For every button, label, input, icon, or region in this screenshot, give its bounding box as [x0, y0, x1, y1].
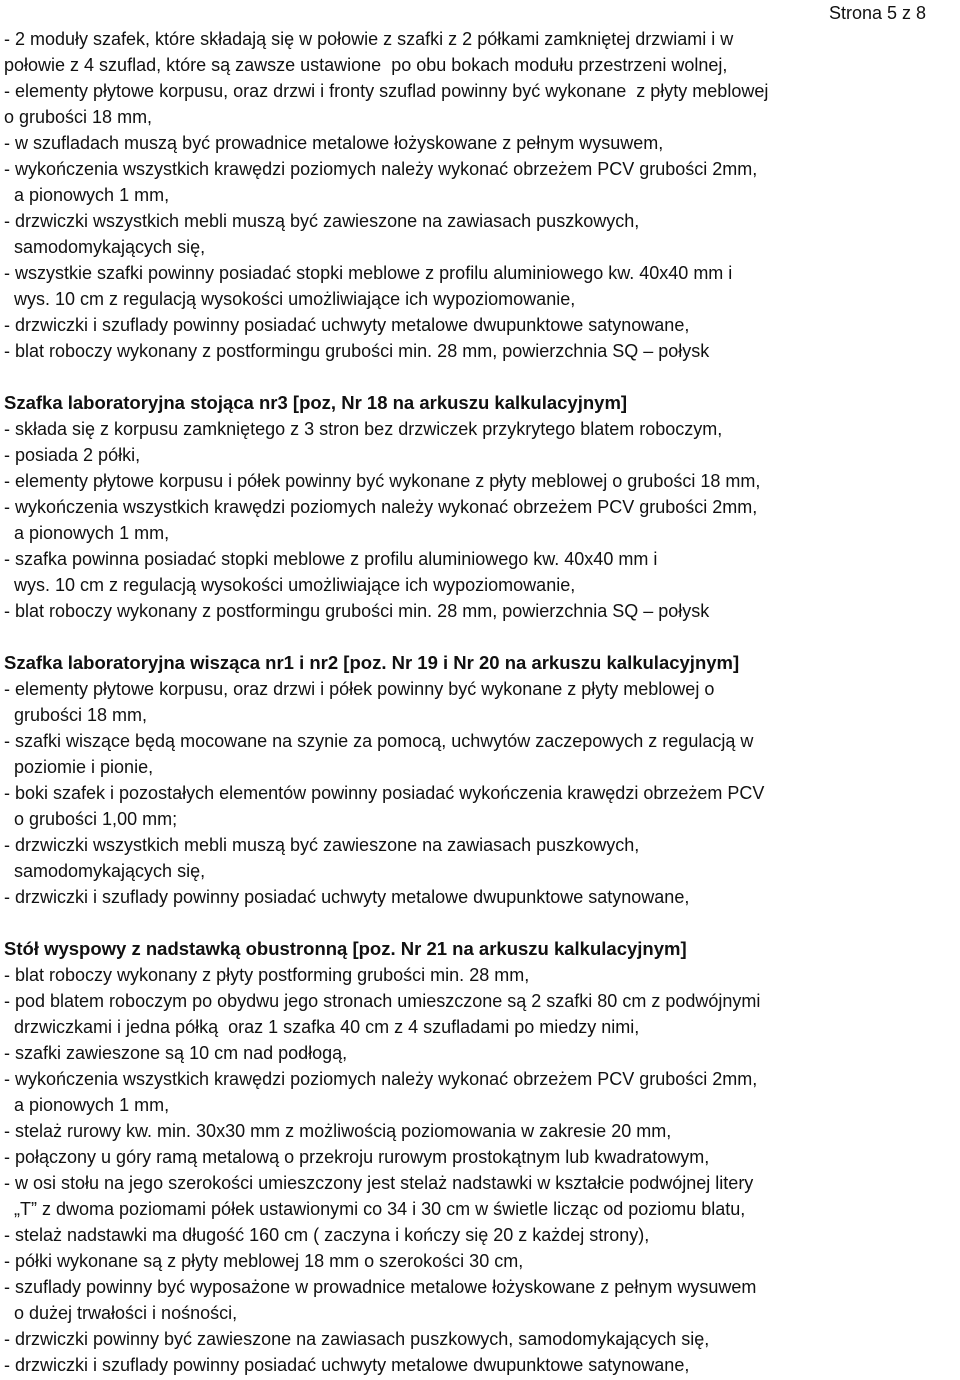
list-item: [4, 676, 958, 728]
document-section: [4, 650, 958, 910]
document-section: [4, 390, 958, 624]
list-item: [4, 494, 958, 546]
list-item-continuation: o grubości 1,00 mm;: [4, 809, 178, 829]
list-item: [4, 1040, 958, 1066]
list-item-line: - szuflady powinny być wyposażone w prowadnice metalowe łożyskowane z pełnym wysuwem: [4, 1277, 757, 1297]
list-item-line: - blat roboczy wykonany z postformingu grubości min. 28 mm, powierzchnia SQ – połysk: [4, 341, 710, 361]
list-item-line: - elementy płytowe korpusu i półek powinny być wykonane z płyty meblowej o grubości 18 mm,: [4, 471, 761, 491]
list-item: [4, 26, 958, 78]
list-item-line: - drzwiczki i szuflady powinny posiadać uchwyty metalowe dwupunktowe satynowane,: [4, 315, 690, 335]
list-item-line: - elementy płytowe korpusu, oraz drzwi i fronty szuflad powinny być wykonane z płyty meblowej: [4, 81, 769, 101]
list-item-line: - wykończenia wszystkich krawędzi poziomych należy wykonać obrzeżem PCV grubości 2mm,: [4, 497, 758, 517]
list-item-continuation: drzwiczkami i jedna półką oraz 1 szafka 40 cm z 4 szufladami po miedzy nimi,: [4, 1017, 640, 1037]
list-item-line: - półki wykonane są z płyty meblowej 18 mm o szerokości 30 cm,: [4, 1251, 524, 1271]
section-heading: Szafka laboratoryjna stojąca nr3 [poz, Nr 18 na arkuszu kalkulacyjnym]: [4, 392, 628, 413]
list-item: [4, 832, 958, 884]
list-item-line: - wykończenia wszystkich krawędzi poziomych należy wykonać obrzeżem PCV grubości 2mm,: [4, 1069, 758, 1089]
list-item-line: - wykończenia wszystkich krawędzi poziomych należy wykonać obrzeżem PCV grubości 2mm,: [4, 159, 758, 179]
list-item: [4, 728, 958, 780]
list-item-continuation: o dużej trwałości i nośności,: [4, 1303, 238, 1323]
list-item-continuation: połowie z 4 szuflad, które są zawsze ustawione po obu bokach modułu przestrzeni wolnej,: [4, 55, 728, 75]
list-item-line: - połączony u góry ramą metalową o przekroju rurowym prostokątnym lub kwadratowym,: [4, 1147, 710, 1167]
list-item-line: - pod blatem roboczym po obydwu jego stronach umieszczone są 2 szafki 80 cm z podwójnymi: [4, 991, 761, 1011]
document-section: [4, 936, 958, 1378]
list-item-line: - w szufladach muszą być prowadnice metalowe łożyskowane z pełnym wysuwem,: [4, 133, 664, 153]
list-item-line: - elementy płytowe korpusu, oraz drzwi i półek powinny być wykonane z płyty meblowej o: [4, 679, 715, 699]
document-body: [4, 26, 958, 1378]
list-item-line: - blat roboczy wykonany z płyty postforming grubości min. 28 mm,: [4, 965, 530, 985]
list-item: [4, 1352, 958, 1378]
list-item: [4, 988, 958, 1040]
list-item: [4, 130, 958, 156]
list-item: [4, 1274, 958, 1326]
list-item: [4, 1170, 958, 1222]
list-item-line: - szafki zawieszone są 10 cm nad podłogą,: [4, 1043, 348, 1063]
list-item: [4, 1326, 958, 1352]
list-item-continuation: grubości 18 mm,: [4, 705, 148, 725]
list-item: [4, 962, 958, 988]
list-item: [4, 546, 958, 598]
list-item: [4, 312, 958, 338]
list-item: [4, 598, 958, 624]
list-item-continuation: samodomykających się,: [4, 237, 206, 257]
section-heading: Szafka laboratoryjna wisząca nr1 i nr2 [poz. Nr 19 i Nr 20 na arkuszu kalkulacyjnym]: [4, 652, 740, 673]
list-item: [4, 468, 958, 494]
list-item: [4, 208, 958, 260]
list-item-line: - 2 moduły szafek, które składają się w połowie z szafki z 2 półkami zamkniętej drzwiami i w: [4, 29, 734, 49]
list-item: [4, 884, 958, 910]
list-item-line: - boki szafek i pozostałych elementów powinny posiadać wykończenia krawędzi obrzeżem PCV: [4, 783, 765, 803]
list-item-line: - szafka powinna posiadać stopki meblowe z profilu aluminiowego kw. 40x40 mm i: [4, 549, 658, 569]
list-item-line: - składa się z korpusu zamkniętego z 3 stron bez drzwiczek przykrytego blatem roboczym,: [4, 419, 723, 439]
list-item: [4, 156, 958, 208]
list-item-continuation: wys. 10 cm z regulacją wysokości umożliwiające ich wypoziomowanie,: [4, 289, 576, 309]
list-item-line: - w osi stołu na jego szerokości umieszczony jest stelaż nadstawki w kształcie podwójnej litery: [4, 1173, 754, 1193]
list-item: [4, 1118, 958, 1144]
list-item-continuation: samodomykających się,: [4, 861, 206, 881]
list-item: [4, 1066, 958, 1118]
list-item-line: - szafki wiszące będą mocowane na szynie za pomocą, uchwytów zaczepowych z regulacją w: [4, 731, 754, 751]
list-item: [4, 416, 958, 442]
list-item-line: - drzwiczki i szuflady powinny posiadać uchwyty metalowe dwupunktowe satynowane,: [4, 1355, 690, 1375]
list-item: [4, 1144, 958, 1170]
page-number: Strona 5 z 8: [828, 3, 926, 23]
list-item-continuation: „T” z dwoma poziomami półek ustawionymi co 34 i 30 cm w świetle licząc od poziomu blatu,: [4, 1199, 746, 1219]
list-item-line: - stelaż rurowy kw. min. 30x30 mm z możliwością poziomowania w zakresie 20 mm,: [4, 1121, 672, 1141]
list-item-line: - drzwiczki i szuflady powinny posiadać uchwyty metalowe dwupunktowe satynowane,: [4, 887, 690, 907]
list-item-continuation: o grubości 18 mm,: [4, 107, 153, 127]
list-item: [4, 260, 958, 312]
list-item: [4, 78, 958, 130]
list-item-continuation: poziomie i pionie,: [4, 757, 154, 777]
list-item: [4, 1248, 958, 1274]
list-item: [4, 1222, 958, 1248]
list-item: [4, 442, 958, 468]
list-item-line: - drzwiczki powinny być zawieszone na zawiasach puszkowych, samodomykających się,: [4, 1329, 710, 1349]
list-item: [4, 338, 958, 364]
document-section: [4, 26, 958, 364]
list-item-line: - drzwiczki wszystkich mebli muszą być zawieszone na zawiasach puszkowych,: [4, 835, 640, 855]
list-item-line: - blat roboczy wykonany z postformingu grubości min. 28 mm, powierzchnia SQ – połysk: [4, 601, 710, 621]
list-item: [4, 780, 958, 832]
list-item-continuation: wys. 10 cm z regulacją wysokości umożliwiające ich wypoziomowanie,: [4, 575, 576, 595]
list-item-line: - posiada 2 półki,: [4, 445, 141, 465]
list-item-continuation: a pionowych 1 mm,: [4, 185, 170, 205]
list-item-line: - wszystkie szafki powinny posiadać stopki meblowe z profilu aluminiowego kw. 40x40 mm i: [4, 263, 733, 283]
list-item-continuation: a pionowych 1 mm,: [4, 523, 170, 543]
list-item-line: - stelaż nadstawki ma długość 160 cm ( zaczyna i kończy się 20 z każdej strony),: [4, 1225, 650, 1245]
section-heading: Stół wyspowy z nadstawką obustronną [poz. Nr 21 na arkuszu kalkulacyjnym]: [4, 938, 687, 959]
list-item-continuation: a pionowych 1 mm,: [4, 1095, 170, 1115]
list-item-line: - drzwiczki wszystkich mebli muszą być zawieszone na zawiasach puszkowych,: [4, 211, 640, 231]
